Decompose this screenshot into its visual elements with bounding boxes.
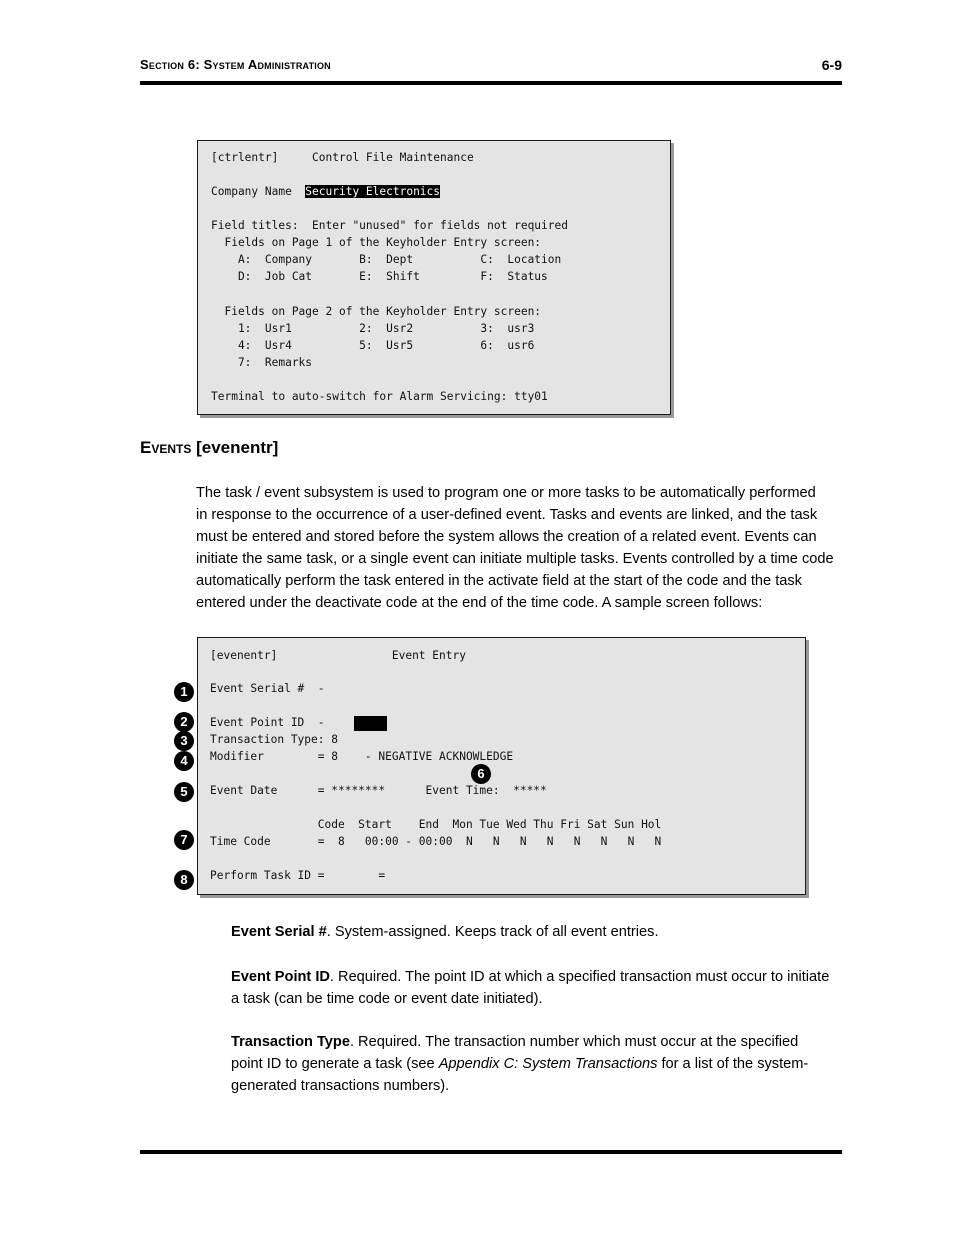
screen-line: Code Start End Mon Tue Wed Thu Fri Sat Sun Hol [210, 818, 662, 831]
desc-term: Event Point ID [231, 969, 330, 985]
intro-paragraph [196, 482, 842, 614]
screen-line: Event Serial # - [210, 682, 325, 695]
events-heading-bracket: [evenentr] [191, 438, 279, 457]
desc-text: . Required. The transaction number which must occur at the specified [349, 1034, 799, 1050]
screen-line: Time Code = 8 00:00 - 00:00 N N N N N N N N [210, 835, 662, 848]
desc-term: Event Serial # [231, 924, 327, 940]
screen-line: 7: Remarks [211, 356, 313, 369]
screen-line: D: Job Cat E: Shift F: Status [211, 270, 548, 283]
callout-marker: 4 [174, 751, 194, 771]
events-heading [140, 438, 278, 458]
callout-marker: 5 [174, 782, 194, 802]
screen-line: A: Company B: Dept C: Location [211, 253, 562, 266]
desc-text: generated transactions numbers). [231, 1078, 450, 1094]
paragraph-line: entered under the deactivate code at the end of the time code. A sample screen follows: [196, 595, 763, 611]
callout-marker: 3 [174, 731, 194, 751]
footer-rule [140, 1150, 842, 1154]
paragraph-line: The task / event subsystem is used to program one or more tasks to be automatically performed [196, 485, 816, 501]
callout-marker: 7 [174, 830, 194, 850]
control-file-screen [197, 140, 671, 415]
events-heading-word: Events [140, 438, 192, 457]
desc-transaction-type [231, 1031, 842, 1097]
screen-line: Field titles: Enter "unused" for fields not required [211, 219, 568, 232]
desc-text: point ID to generate a task (see [231, 1056, 439, 1072]
event-entry-screen [197, 637, 806, 895]
cursor-block [354, 716, 387, 731]
screen-line: Perform Task ID = = [210, 869, 386, 882]
callout-marker: 2 [174, 712, 194, 732]
paragraph-line: initiate the same task, or a single event can initiate multiple tasks. Events controlled by a time code [196, 551, 834, 567]
callout-marker: 6 [471, 764, 491, 784]
screen-line: Transaction Type: 8 [210, 733, 338, 746]
page-header [140, 57, 842, 73]
desc-text: . System-assigned. Keeps track of all event entries. [326, 924, 659, 940]
screen-line: 1: Usr1 2: Usr2 3: usr3 [211, 322, 535, 335]
desc-text: for a list of the system- [657, 1056, 809, 1072]
desc-term: Transaction Type [231, 1034, 350, 1050]
desc-event-point-id [231, 966, 842, 1010]
callout-marker: 8 [174, 870, 194, 890]
screen-line: Terminal to auto-switch for Alarm Servicing: tty01 [211, 390, 548, 403]
desc-text: a task (can be time code or event date initiated). [231, 991, 543, 1007]
screen-line: Modifier = 8 - NEGATIVE ACKNOWLEDGE [210, 750, 514, 763]
screen-line: Event Date = ******** Event Time: ***** [210, 784, 547, 797]
screen-line: Fields on Page 1 of the Keyholder Entry screen: [211, 236, 542, 249]
desc-text: . Required. The point ID at which a specified transaction must occur to initiate [329, 969, 830, 985]
callout-marker: 1 [174, 682, 194, 702]
screen-line: [ctrlentr] Control File Maintenance [211, 151, 474, 164]
screen-line: [evenentr] Event Entry [210, 649, 466, 662]
appendix-reference: Appendix C: System Transactions [438, 1056, 658, 1072]
paragraph-line: automatically perform the task entered in the activate field at the start of the code and the task [196, 573, 802, 589]
company-name-label: Company Name [211, 185, 306, 198]
company-name-value: Security Electronics [305, 185, 441, 198]
screen-line: Event Point ID - [210, 716, 325, 729]
screen-line [211, 185, 440, 199]
header-rule [140, 81, 842, 85]
desc-event-serial [231, 921, 842, 943]
screen-line: 4: Usr4 5: Usr5 6: usr6 [211, 339, 535, 352]
screen-line: Fields on Page 2 of the Keyholder Entry screen: [211, 305, 542, 318]
paragraph-line: in response to the occurrence of a user-defined event. Tasks and events are linked, and the task [196, 507, 818, 523]
section-title: Section 6: System Administration [140, 57, 331, 72]
paragraph-line: must be entered and stored before the system allows the creation of a related event. Events can [196, 529, 817, 545]
page-number: 6-9 [821, 57, 842, 73]
